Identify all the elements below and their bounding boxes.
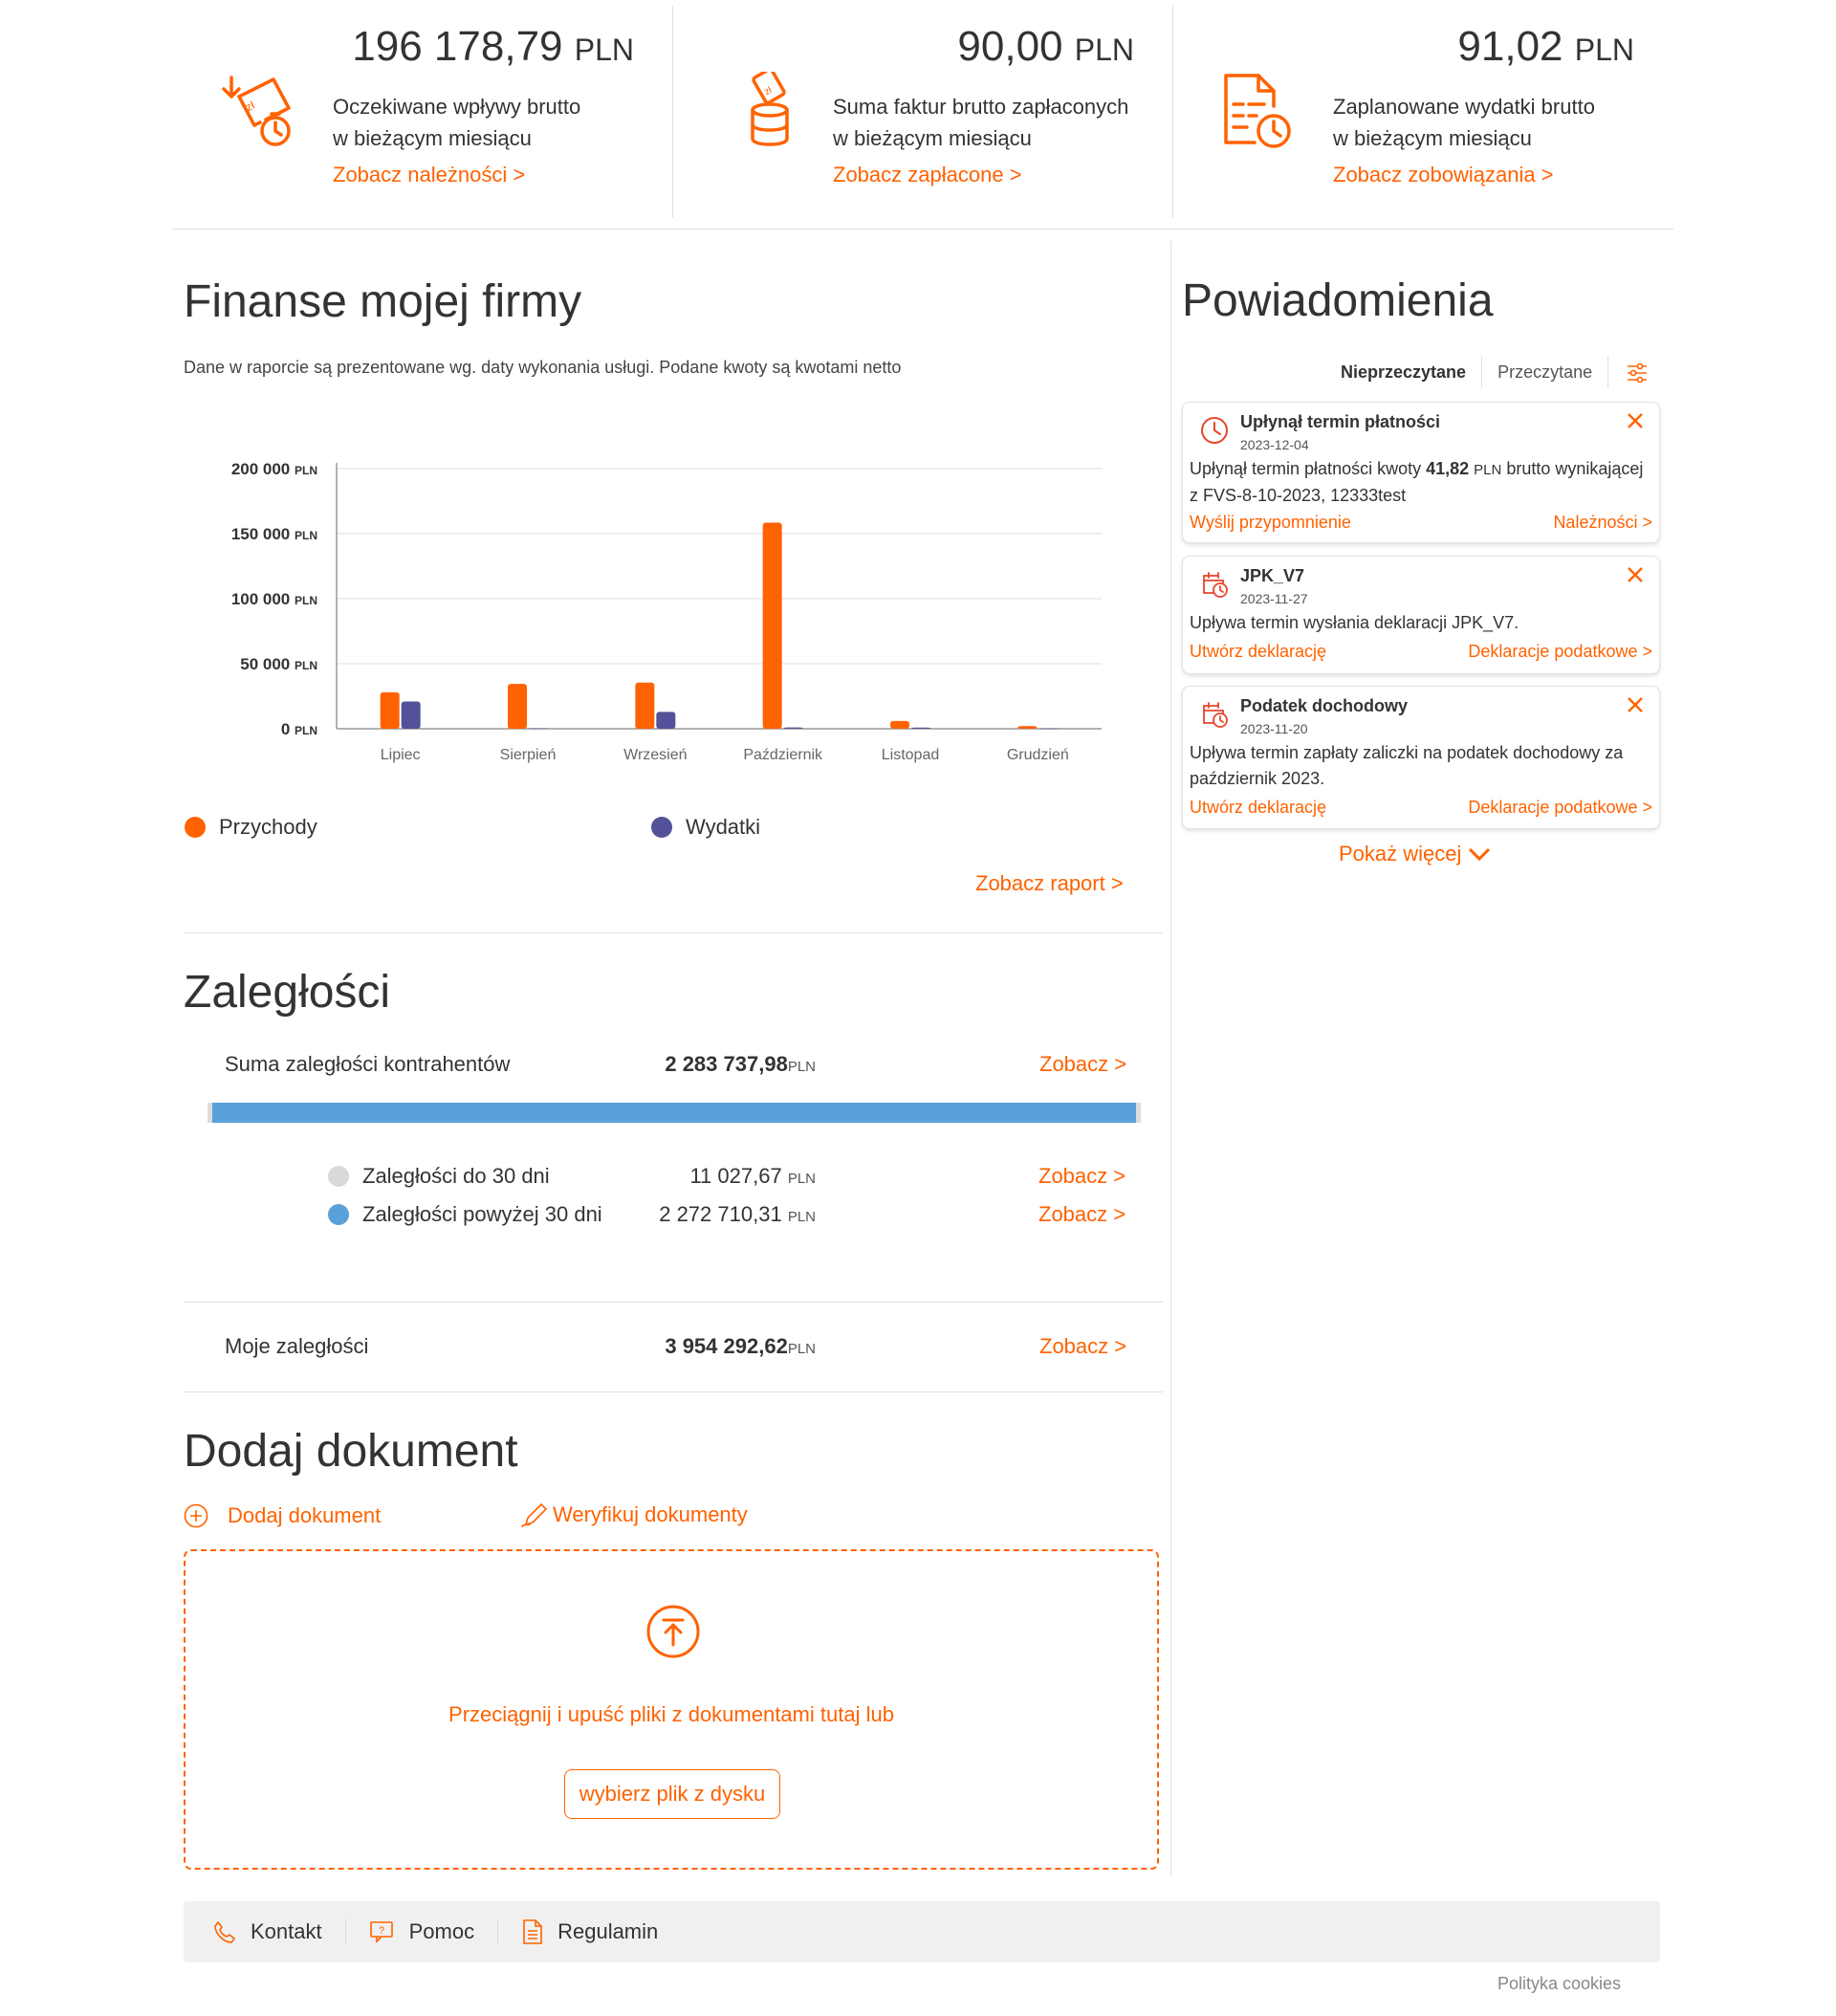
show-more-label: Pokaż więcej [1339, 842, 1462, 866]
add-document-link[interactable] [184, 1503, 381, 1528]
see-liabilities-link[interactable]: Zobacz zobowiązania > [1333, 163, 1554, 186]
create-declaration-link[interactable]: Utwórz deklarację [1190, 642, 1327, 661]
chart-bar-expenses [1038, 729, 1058, 730]
legend-expenses-label: Wydatki [686, 815, 761, 839]
chart-bar-expenses [911, 728, 930, 729]
chart-x-tick-label: Lipiec [380, 747, 421, 763]
see-paid-link[interactable]: Zobacz zapłacone > [833, 163, 1022, 186]
overdue-total-value: 2 283 737,98PLN [665, 1052, 816, 1076]
notifications-title: Powiadomienia [1182, 275, 1494, 326]
chart-y-tick-label: 100 000 PLN [230, 590, 317, 608]
footer-help-label: Pomoc [408, 1919, 475, 1943]
chart-bar-expenses [402, 701, 421, 729]
overdue-item-over-30 [328, 1202, 602, 1227]
svg-text:?: ? [378, 1925, 384, 1937]
notification-title: Podatek dochodowy [1240, 696, 1409, 715]
footer-contact-link[interactable] [212, 1918, 345, 1945]
overdue-30-value: 11 027,67 PLN [689, 1164, 816, 1188]
overdue-progress-bar [208, 1103, 1141, 1123]
chart-bar-income [635, 683, 654, 729]
section-divider [184, 1302, 1163, 1303]
finance-bar-chart [184, 449, 1140, 784]
notification-card[interactable] [1182, 686, 1660, 829]
cookies-policy-link[interactable]: Polityka cookies [1497, 1974, 1622, 1993]
footer-bar [184, 1901, 1660, 1962]
send-reminder-link[interactable]: Wyślij przypomnienie [1190, 513, 1351, 532]
chart-bar-income [763, 522, 782, 729]
chart-bar-income [890, 721, 909, 729]
chevron-down-icon [1467, 845, 1492, 863]
dropzone-text: Przeciągnij i upuść pliki z dokumentami tutaj lub [448, 1702, 894, 1726]
notification-title: Upłynął termin płatności [1240, 412, 1441, 431]
legend-income-dot [185, 817, 206, 838]
tax-declarations-link[interactable]: Deklaracje podatkowe > [1468, 798, 1652, 817]
summary-card-income [172, 0, 672, 218]
overdue-30-label: Zaległości do 30 dni [362, 1164, 550, 1188]
chart-bar-expenses [784, 728, 803, 729]
my-overdue-see-link[interactable]: Zobacz > [1039, 1334, 1127, 1358]
upload-icon [646, 1605, 700, 1658]
summary-description: Zaplanowane wydatki brutto w bieżącym miesiącu [1333, 95, 1595, 150]
chart-x-tick-label: Wrzesień [623, 747, 688, 763]
legend-expenses [651, 815, 760, 840]
notification-body: Upłynął termin płatności kwoty 41,82 PLN brutto wynikającej z FVS-8-10-2023, 12333test [1190, 459, 1644, 505]
notification-tabs [1325, 356, 1666, 388]
footer-contact-label: Kontakt [251, 1919, 322, 1943]
add-document-title: Dodaj dokument [184, 1426, 518, 1477]
overdue-total-see-link[interactable]: Zobacz > [1039, 1052, 1127, 1076]
sliders-icon [1626, 362, 1649, 384]
overdue-title: Zaległości [184, 967, 391, 1018]
overdue-total-label: Suma zaległości kontrahentów [225, 1052, 511, 1076]
legend-expenses-dot [651, 817, 672, 838]
summary-card-expenses [1172, 0, 1672, 218]
calendar-clock-icon [1200, 570, 1229, 599]
summary-amount: 90,00 PLN [957, 23, 1134, 70]
my-overdue-label: Moje zaległości [225, 1334, 369, 1358]
phone-icon [212, 1919, 237, 1944]
overdue-over-30-see-link[interactable]: Zobacz > [1038, 1202, 1126, 1226]
notification-card[interactable] [1182, 556, 1660, 674]
tab-read[interactable]: Przeczytane [1481, 356, 1607, 388]
notification-date: 2023-12-04 [1240, 437, 1309, 452]
notification-card[interactable] [1182, 402, 1660, 543]
verify-documents-link[interactable] [520, 1501, 748, 1528]
notification-title: JPK_V7 [1240, 566, 1305, 585]
chart-y-tick-label: 200 000 PLN [230, 460, 317, 478]
summary-amount: 196 178,79 PLN [352, 23, 634, 70]
chart-y-tick-label: 50 000 PLN [240, 655, 317, 673]
close-icon[interactable] [1627, 412, 1644, 429]
overdue-over-30-value: 2 272 710,31 PLN [659, 1202, 816, 1226]
svg-text:zł: zł [762, 85, 775, 99]
close-icon[interactable] [1627, 566, 1644, 583]
summary-description: Oczekiwane wpływy brutto w bieżącym miesiącu [333, 95, 581, 150]
filter-settings-button[interactable] [1607, 356, 1666, 388]
file-dropzone[interactable] [184, 1549, 1159, 1870]
show-more-button[interactable] [1339, 842, 1492, 866]
chart-y-tick-label: 0 PLN [280, 720, 317, 738]
plus-circle-icon [184, 1503, 208, 1528]
see-report-link[interactable]: Zobacz raport > [975, 871, 1124, 895]
section-divider [184, 932, 1163, 933]
chart-bar-income [1017, 726, 1037, 729]
receivables-link[interactable]: Należności > [1553, 513, 1652, 532]
legend-income-label: Przychody [219, 815, 317, 839]
column-divider [1170, 241, 1171, 1876]
overdue-over-30-label: Zaległości powyżej 30 dni [362, 1202, 602, 1226]
calendar-clock-icon [1200, 700, 1229, 729]
overdue-30-dot [328, 1166, 349, 1187]
document-icon [521, 1918, 544, 1945]
tab-unread[interactable]: Nieprzeczytane [1341, 362, 1467, 382]
choose-file-button[interactable]: wybierz plik z dysku [564, 1769, 780, 1819]
chart-bar-expenses [529, 729, 548, 730]
help-chat-icon [369, 1919, 396, 1944]
summary-bar [172, 0, 1673, 230]
summary-amount: 91,02 PLN [1457, 23, 1634, 70]
notification-body: Upływa termin wysłania deklaracji JPK_V7. [1190, 613, 1519, 632]
document-clock-icon [1220, 72, 1297, 153]
see-receivables-link[interactable]: Zobacz należności > [333, 163, 526, 186]
svg-text:zł: zł [243, 98, 257, 115]
chart-x-tick-label: Grudzień [1006, 747, 1069, 763]
chart-x-tick-label: Październik [743, 747, 823, 763]
create-declaration-link[interactable]: Utwórz deklarację [1190, 798, 1327, 817]
overdue-over-30-dot [328, 1204, 349, 1225]
footer-help-link[interactable] [345, 1918, 497, 1945]
footer-terms-link[interactable] [497, 1918, 681, 1945]
notification-date: 2023-11-20 [1240, 721, 1308, 736]
summary-card-paid [672, 0, 1172, 218]
notification-date: 2023-11-27 [1240, 591, 1308, 606]
chart-bar-expenses [656, 712, 675, 729]
chart-bar-income [381, 692, 400, 729]
chart-bar-income [508, 684, 527, 729]
card-clock-icon [220, 72, 296, 153]
tax-declarations-link[interactable]: Deklaracje podatkowe > [1468, 642, 1652, 661]
close-icon[interactable] [1627, 696, 1644, 713]
legend-income [185, 815, 317, 840]
overdue-item-30 [328, 1164, 550, 1189]
clock-icon [1200, 416, 1229, 445]
notification-body: Upływa termin zapłaty zaliczki na podatek dochodowy za październik 2023. [1190, 743, 1624, 788]
footer-terms-label: Regulamin [557, 1919, 659, 1943]
chart-x-tick-label: Sierpień [499, 747, 557, 763]
section-divider [184, 1391, 1163, 1392]
pen-icon [520, 1501, 549, 1528]
chart-x-tick-label: Listopad [881, 747, 940, 763]
coins-icon [720, 72, 797, 153]
finance-title: Finanse mojej firmy [184, 276, 582, 327]
add-document-label: Dodaj dokument [228, 1503, 382, 1527]
verify-documents-label: Weryfikuj dokumenty [553, 1502, 748, 1526]
chart-y-tick-label: 150 000 PLN [230, 525, 317, 543]
overdue-progress-fill [212, 1103, 1136, 1123]
overdue-30-see-link[interactable]: Zobacz > [1038, 1164, 1126, 1188]
my-overdue-value: 3 954 292,62PLN [665, 1334, 816, 1358]
summary-description: Suma faktur brutto zapłaconych w bieżącym miesiącu [833, 95, 1129, 150]
finance-note: Dane w raporcie są prezentowane wg. daty wykonania usługi. Podane kwoty są kwotami netto [184, 358, 902, 377]
